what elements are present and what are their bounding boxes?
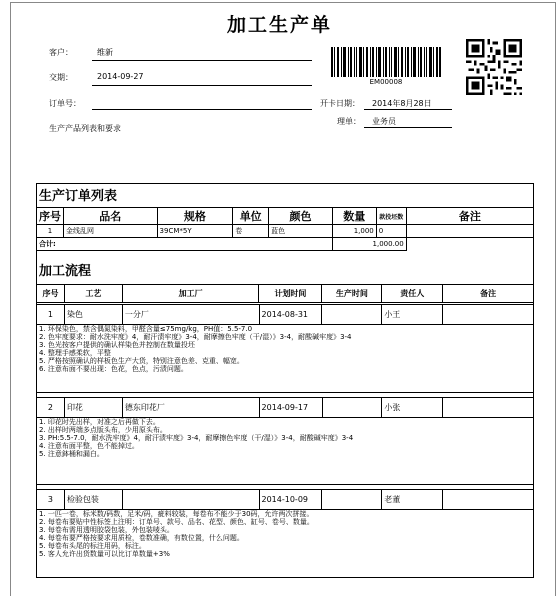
step-factory bbox=[122, 490, 259, 510]
step-remark bbox=[443, 305, 534, 325]
row-color: 蓝色 bbox=[269, 225, 333, 238]
process-step-3 bbox=[36, 489, 534, 510]
process-header-row bbox=[37, 285, 534, 303]
step-owner: 小张 bbox=[382, 398, 443, 418]
step-owner: 小王 bbox=[382, 305, 443, 325]
table-row bbox=[37, 398, 534, 418]
issue-date-label: 开卡日期： bbox=[320, 99, 360, 108]
step-1-notes: 1. 环保染色，禁含偶氮染料，甲醛含量≤75mg/kg，PH值：5.5-7.0 2. 色牢度要求：耐水洗牢度》4，耐汗渍牢度》3-4，耐摩擦色牢度（干/湿）》3-4，耐酸碱牢度》3-4 3. 色光按客户提供的确认样染色并控制在数量投坯 4. 整理手感柔软，平整 5. 严格按照确认的样板色生产大货，特别注意色差、克重、幅宽。 6. 注意布面不要出现：色花，色点，污渍问题。 bbox=[39, 325, 352, 373]
step-craft: 染色 bbox=[64, 305, 122, 325]
pcol-craft: 工艺 bbox=[64, 285, 122, 303]
pcol-prod: 生产时间 bbox=[322, 285, 382, 303]
order-no-label: 订单号： bbox=[49, 99, 81, 108]
pcol-plan: 计划时间 bbox=[259, 285, 322, 303]
process-step-2 bbox=[36, 397, 534, 418]
clerk-label: 理单： bbox=[337, 117, 361, 126]
step-factory: 一分厂 bbox=[122, 305, 259, 325]
step-factory: 德东印花厂 bbox=[122, 398, 259, 418]
step-no: 2 bbox=[37, 398, 65, 418]
row-name: 金线乱网 bbox=[64, 225, 158, 238]
barcode-text: EM00008 bbox=[369, 78, 403, 86]
step-remark bbox=[443, 490, 534, 510]
table-row bbox=[37, 305, 534, 325]
step-no: 1 bbox=[37, 305, 65, 325]
step-2-divider bbox=[36, 484, 534, 485]
step-owner: 老董 bbox=[382, 490, 443, 510]
delivery-value: 2014-09-27 bbox=[97, 72, 144, 81]
customer-value: 维新 bbox=[97, 48, 113, 57]
process-step-1 bbox=[36, 304, 534, 325]
clerk-value: 业务员 bbox=[372, 117, 396, 126]
pcol-owner: 责任人 bbox=[382, 285, 443, 303]
table-row bbox=[37, 225, 534, 238]
step-no: 3 bbox=[37, 490, 65, 510]
col-spec: 规格 bbox=[157, 208, 233, 225]
col-name: 品名 bbox=[64, 208, 158, 225]
pcol-remark: 备注 bbox=[443, 285, 534, 303]
row-no: 1 bbox=[37, 225, 64, 238]
step-prod bbox=[322, 490, 382, 510]
step-1-divider bbox=[36, 392, 534, 393]
total-value: 1,000.00 bbox=[332, 238, 406, 251]
step-plan: 2014-09-17 bbox=[259, 398, 322, 418]
process-section-title: 加工流程 bbox=[39, 264, 92, 279]
total-label: 合计: bbox=[37, 238, 333, 251]
order-section-title: 生产订单列表 bbox=[39, 189, 118, 204]
row-blank-qty: 0 bbox=[376, 225, 406, 238]
total-blank bbox=[406, 238, 533, 251]
pcol-no: 序号 bbox=[37, 285, 65, 303]
delivery-underline bbox=[92, 85, 312, 86]
step-remark bbox=[443, 398, 534, 418]
row-remark bbox=[406, 225, 533, 238]
col-qty: 数量 bbox=[332, 208, 376, 225]
step-plan: 2014-10-09 bbox=[259, 490, 322, 510]
step-prod bbox=[322, 398, 382, 418]
order-table bbox=[36, 207, 534, 251]
step-craft: 印花 bbox=[64, 398, 122, 418]
clerk-underline bbox=[364, 127, 452, 128]
step-craft: 检验包装 bbox=[64, 490, 122, 510]
row-qty: 1,000 bbox=[332, 225, 376, 238]
delivery-label: 交期： bbox=[49, 73, 73, 82]
pcol-factory: 加工厂 bbox=[122, 285, 259, 303]
total-row bbox=[37, 238, 534, 251]
table-row bbox=[37, 490, 534, 510]
customer-label: 客户： bbox=[49, 48, 73, 57]
qr-code-image bbox=[466, 39, 522, 95]
step-prod bbox=[322, 305, 382, 325]
row-unit: 卷 bbox=[233, 225, 269, 238]
col-blank-qty: 款投坯数 bbox=[376, 208, 406, 225]
request-label: 生产产品列表和要求 bbox=[49, 124, 121, 133]
document-title: 加工生产单 bbox=[226, 14, 332, 36]
issue-date-value: 2014年8月28日 bbox=[372, 99, 432, 108]
col-unit: 单位 bbox=[233, 208, 269, 225]
row-spec: 39CM*5Y bbox=[157, 225, 233, 238]
col-color: 颜色 bbox=[269, 208, 333, 225]
step-3-notes: 1. 一匹一卷，标米数/码数，足米/码，疵料较装，每卷布不能少于30码，允许两次拼接。 2. 每卷布要贴中性标签上注明：订单号、款号、品名、花型、颜色、缸号、卷号、数量。 3. 每卷布需用透明胶袋包装，外包装唛头。 4. 每卷布要严格按要求用质检，卷数准确，有数位置，什么问题。 5. 每卷布头尾的标注用码，标注。 5. 客人允许出货数量可以比订单数量+3% bbox=[39, 510, 314, 558]
order-no-underline bbox=[92, 109, 312, 110]
order-header-row bbox=[37, 208, 534, 225]
step-2-notes: 1. 印花时先出样，对准之后再做下去。 2. 出样时两端多点版头布，少用原头布。 3. PH:5.5-7.0，耐水洗牢度》4，耐汗渍牢度》3-4，耐摩擦色牢度（干/湿）》3-4，耐酸碱牢度》3-4 4. 注意布面平整，色不能掉过。 5. 注意鉢桶和漏白。 bbox=[39, 418, 354, 458]
col-no: 序号 bbox=[37, 208, 64, 225]
process-table bbox=[36, 284, 534, 303]
issue-date-underline bbox=[364, 109, 452, 110]
barcode-image bbox=[331, 47, 441, 77]
col-remark: 备注 bbox=[406, 208, 533, 225]
step-plan: 2014-08-31 bbox=[259, 305, 322, 325]
customer-underline bbox=[92, 60, 312, 61]
